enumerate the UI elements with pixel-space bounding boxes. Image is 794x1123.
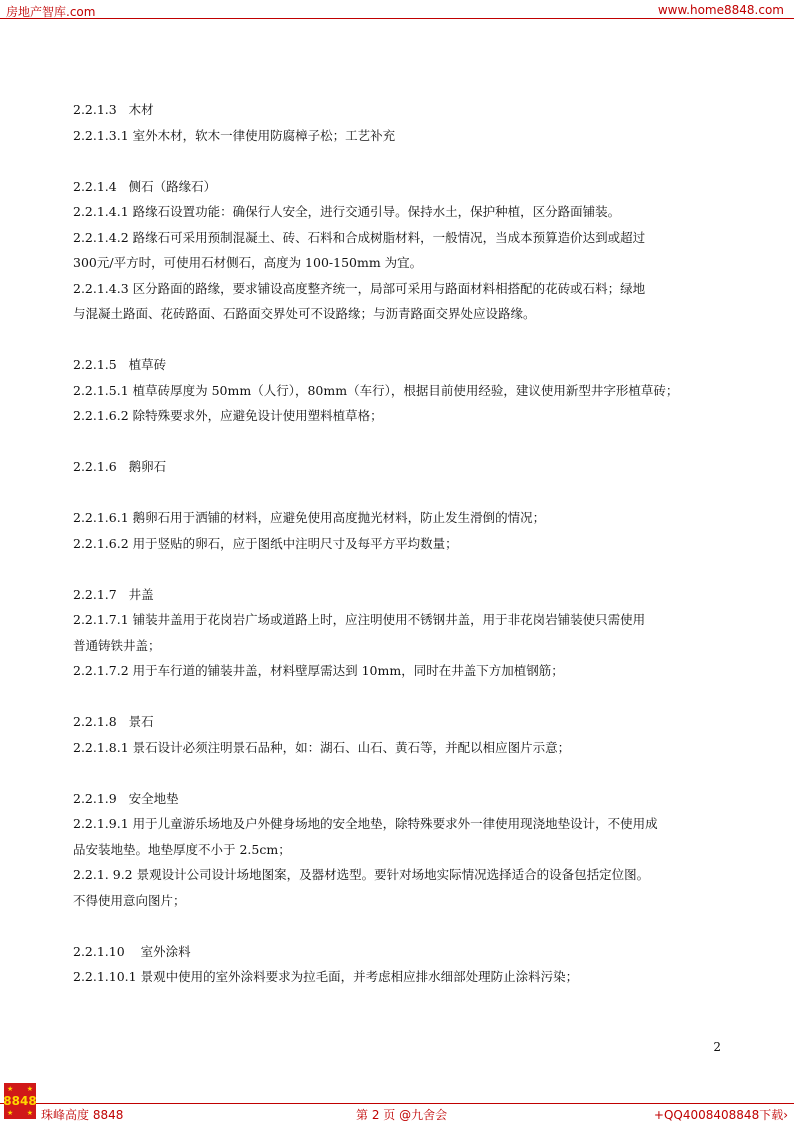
section-heading: 2.2.1.7 井盖 xyxy=(73,586,154,602)
section-heading: 2.2.1.9 安全地垫 xyxy=(73,790,179,806)
paragraph: 2.2.1. 9.2 景观设计公司设计场地图案，及器材选型。要针对场地实际情况选择适合的设备包括定位图。 xyxy=(73,867,650,882)
paragraph: 不得使用意向图片； xyxy=(73,892,186,908)
section-heading: 2.2.1.8 景石 xyxy=(73,714,154,729)
star-icon: ★ xyxy=(7,1085,14,1093)
footer-divider xyxy=(0,1103,794,1104)
section-heading: 2.2.1.5 植草砖 xyxy=(73,357,167,372)
paragraph: 300元/平方时，可使用石材侧石，高度为 100-150mm 为宜。 xyxy=(73,255,423,270)
paragraph: 2.2.1.6.1 鹅卵石用于洒铺的材料，应避免使用高度抛光材料，防止发生滑倒的情况； xyxy=(73,510,546,525)
footer-download-link[interactable]: +QQ4008408848下载› xyxy=(653,1108,788,1122)
paragraph: 2.2.1.7.1 铺装井盖用于花岗岩广场或道路上时，应注明使用不锈钢井盖，用于非花岗岩铺装使只需使用 xyxy=(73,612,646,627)
paragraph: 2.2.1.7.2 用于车行道的铺装井盖，材料壁厚需达到 10mm，同时在井盖下方加植钢筋； xyxy=(73,663,564,678)
header-url[interactable]: www.home8848.com xyxy=(657,3,784,17)
footer-page-label: 第 2 页 @九舍会 xyxy=(356,1108,448,1122)
paragraph: 2.2.1.9.1 用于儿童游乐场地及户外健身场地的安全地垫，除特殊要求外一律使用现浇地垫设计，不使用成 xyxy=(73,816,658,831)
paragraph: 2.2.1.5.1 植草砖厚度为 50mm（人行），80mm（车行），根据目前使用经验，建议使用新型井字形植草砖； xyxy=(73,382,679,398)
paragraph: 2.2.1.3.1 室外木材，软木一律使用防腐樟子松；工艺补充 xyxy=(73,127,396,143)
document-body xyxy=(73,97,733,990)
paragraph: 2.2.1.4.3 区分路面的路缘，要求铺设高度整齐统一，局部可采用与路面材料相搭配的花砖或石料；绿地 xyxy=(73,280,646,296)
page-number: 2 xyxy=(713,1040,721,1054)
star-icon: ★ xyxy=(7,1109,14,1117)
section-heading: 2.2.1.10 室外涂料 xyxy=(73,943,191,959)
paragraph: 2.2.1.10.1 景观中使用的室外涂料要求为拉毛面，并考虑相应排水细部处理防止涂料污染； xyxy=(73,969,579,984)
section-heading: 2.2.1.3 木材 xyxy=(73,102,154,117)
paragraph: 2.2.1.8.1 景石设计必须注明景石品种，如：湖石、山石、黄石等，并配以相应图片示意； xyxy=(73,739,571,755)
star-icon: ★ xyxy=(26,1109,33,1117)
paragraph: 与混凝土路面、花砖路面、石路面交界处可不设路缘；与沥青路面交界处应设路缘。 xyxy=(73,306,536,321)
header-site-name[interactable]: 房地产智库.com xyxy=(6,5,96,19)
paragraph: 2.2.1.4.2 路缘石可采用预制混凝土、砖、石料和合成树脂材料，一般情况，当成本预算造价达到或超过 xyxy=(73,229,646,245)
footer-left-text: 珠峰高度 8848 xyxy=(41,1108,124,1122)
star-icon: ★ xyxy=(26,1085,33,1093)
paragraph: 2.2.1.6.2 除特殊要求外，应避免设计使用塑料植草格； xyxy=(73,408,383,423)
paragraph: 2.2.1.6.2 用于竖贴的卵石，应于图纸中注明尺寸及每平方平均数量； xyxy=(73,535,458,551)
section-heading: 2.2.1.6 鹅卵石 xyxy=(73,459,167,474)
header-divider xyxy=(0,18,794,19)
site-logo[interactable] xyxy=(4,1083,36,1119)
logo-text: 8848 xyxy=(3,1094,37,1108)
paragraph: 普通铸铁井盖； xyxy=(73,637,161,653)
paragraph: 2.2.1.4.1 路缘石设置功能：确保行人安全，进行交通引导。保持水土，保护种植，区分路面铺装。 xyxy=(73,204,621,219)
section-heading: 2.2.1.4 侧石（路缘石） xyxy=(73,178,217,194)
paragraph: 品安装地垫。地垫厚度不小于 2.5cm； xyxy=(73,841,291,857)
